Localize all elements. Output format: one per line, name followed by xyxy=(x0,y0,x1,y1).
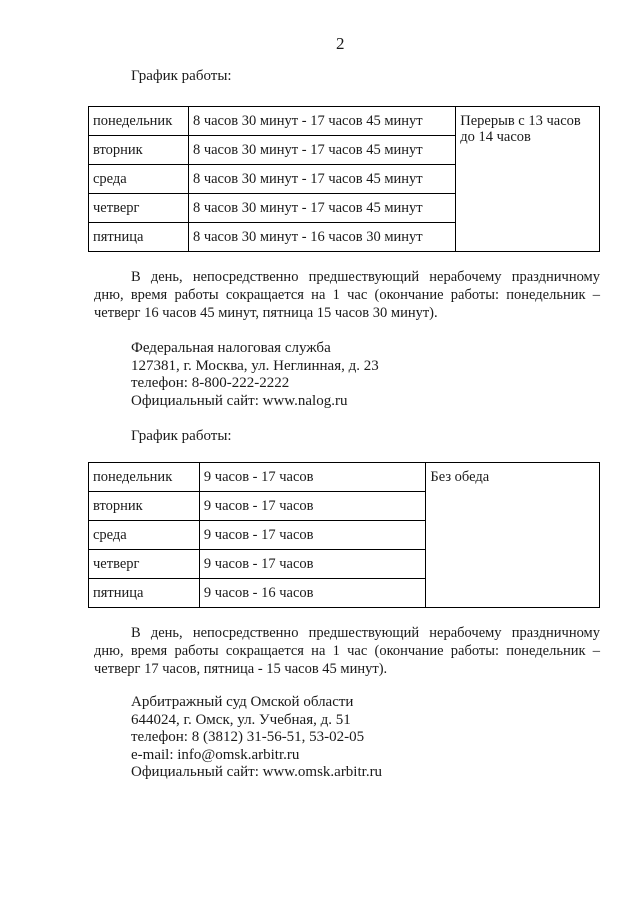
hours-cell: 8 часов 30 минут - 16 часов 30 минут xyxy=(188,223,455,252)
page-number: 2 xyxy=(336,34,345,53)
org-email: e-mail: info@omsk.arbitr.ru xyxy=(131,746,300,763)
shortened-day-paragraph-1 xyxy=(94,268,600,322)
day-cell: четверг xyxy=(89,194,189,223)
day-cell: среда xyxy=(89,521,200,550)
day-cell: понедельник xyxy=(89,463,200,492)
day-cell: четверг xyxy=(89,550,200,579)
day-cell: пятница xyxy=(89,579,200,608)
org-contact-block-fns xyxy=(131,340,379,410)
hours-cell: 9 часов - 17 часов xyxy=(199,463,425,492)
hours-cell: 8 часов 30 минут - 17 часов 45 минут xyxy=(188,165,455,194)
paragraph-text: В день, непосредственно предшествующий нерабочему праздничному дню, время работы сокращается на 1 час (окончание работы: понедельник – четверг 17 часов, пятница - 15 часов 45 минут). xyxy=(94,625,600,677)
day-cell: пятница xyxy=(89,223,189,252)
schedule-heading-1: График работы: xyxy=(131,68,232,84)
schedule-table-1 xyxy=(88,106,600,252)
table-row xyxy=(89,463,600,492)
day-cell: вторник xyxy=(89,136,189,165)
org-name: Федеральная налоговая служба xyxy=(131,340,331,356)
day-cell: вторник xyxy=(89,492,200,521)
org-contact-block-arbitr xyxy=(131,694,382,782)
table-row xyxy=(89,107,600,136)
break-note: Перерыв с 13 часов до 14 часов xyxy=(456,107,600,252)
hours-cell: 8 часов 30 минут - 17 часов 45 минут xyxy=(188,194,455,223)
org-phone: телефон: 8-800-222-2222 xyxy=(131,375,290,391)
hours-cell: 9 часов - 16 часов xyxy=(199,579,425,608)
hours-cell: 9 часов - 17 часов xyxy=(199,492,425,521)
org-website: Официальный сайт: www.omsk.arbitr.ru xyxy=(131,764,383,780)
org-name: Арбитражный суд Омской области xyxy=(131,694,354,710)
schedule-table-2 xyxy=(88,462,600,608)
hours-cell: 9 часов - 17 часов xyxy=(199,550,425,579)
org-website: Официальный сайт: www.nalog.ru xyxy=(131,392,348,409)
break-note: Без обеда xyxy=(426,463,600,608)
org-address: 644024, г. Омск, ул. Учебная, д. 51 xyxy=(131,711,351,728)
day-cell: понедельник xyxy=(89,107,189,136)
shortened-day-paragraph-2 xyxy=(94,624,600,678)
org-phone: телефон: 8 (3812) 31-56-51, 53-02-05 xyxy=(131,729,365,745)
hours-cell: 8 часов 30 минут - 17 часов 45 минут xyxy=(188,107,455,136)
schedule-heading-2: График работы: xyxy=(131,428,232,444)
day-cell: среда xyxy=(89,165,189,194)
hours-cell: 8 часов 30 минут - 17 часов 45 минут xyxy=(188,136,455,165)
hours-cell: 9 часов - 17 часов xyxy=(199,521,425,550)
paragraph-text: В день, непосредственно предшествующий нерабочему праздничному дню, время работы сокращается на 1 час (окончание работы: понедельник – четверг 16 часов 45 минут, пятница 15 часов 30 минут). xyxy=(94,269,600,321)
org-address: 127381, г. Москва, ул. Неглинная, д. 23 xyxy=(131,357,379,374)
